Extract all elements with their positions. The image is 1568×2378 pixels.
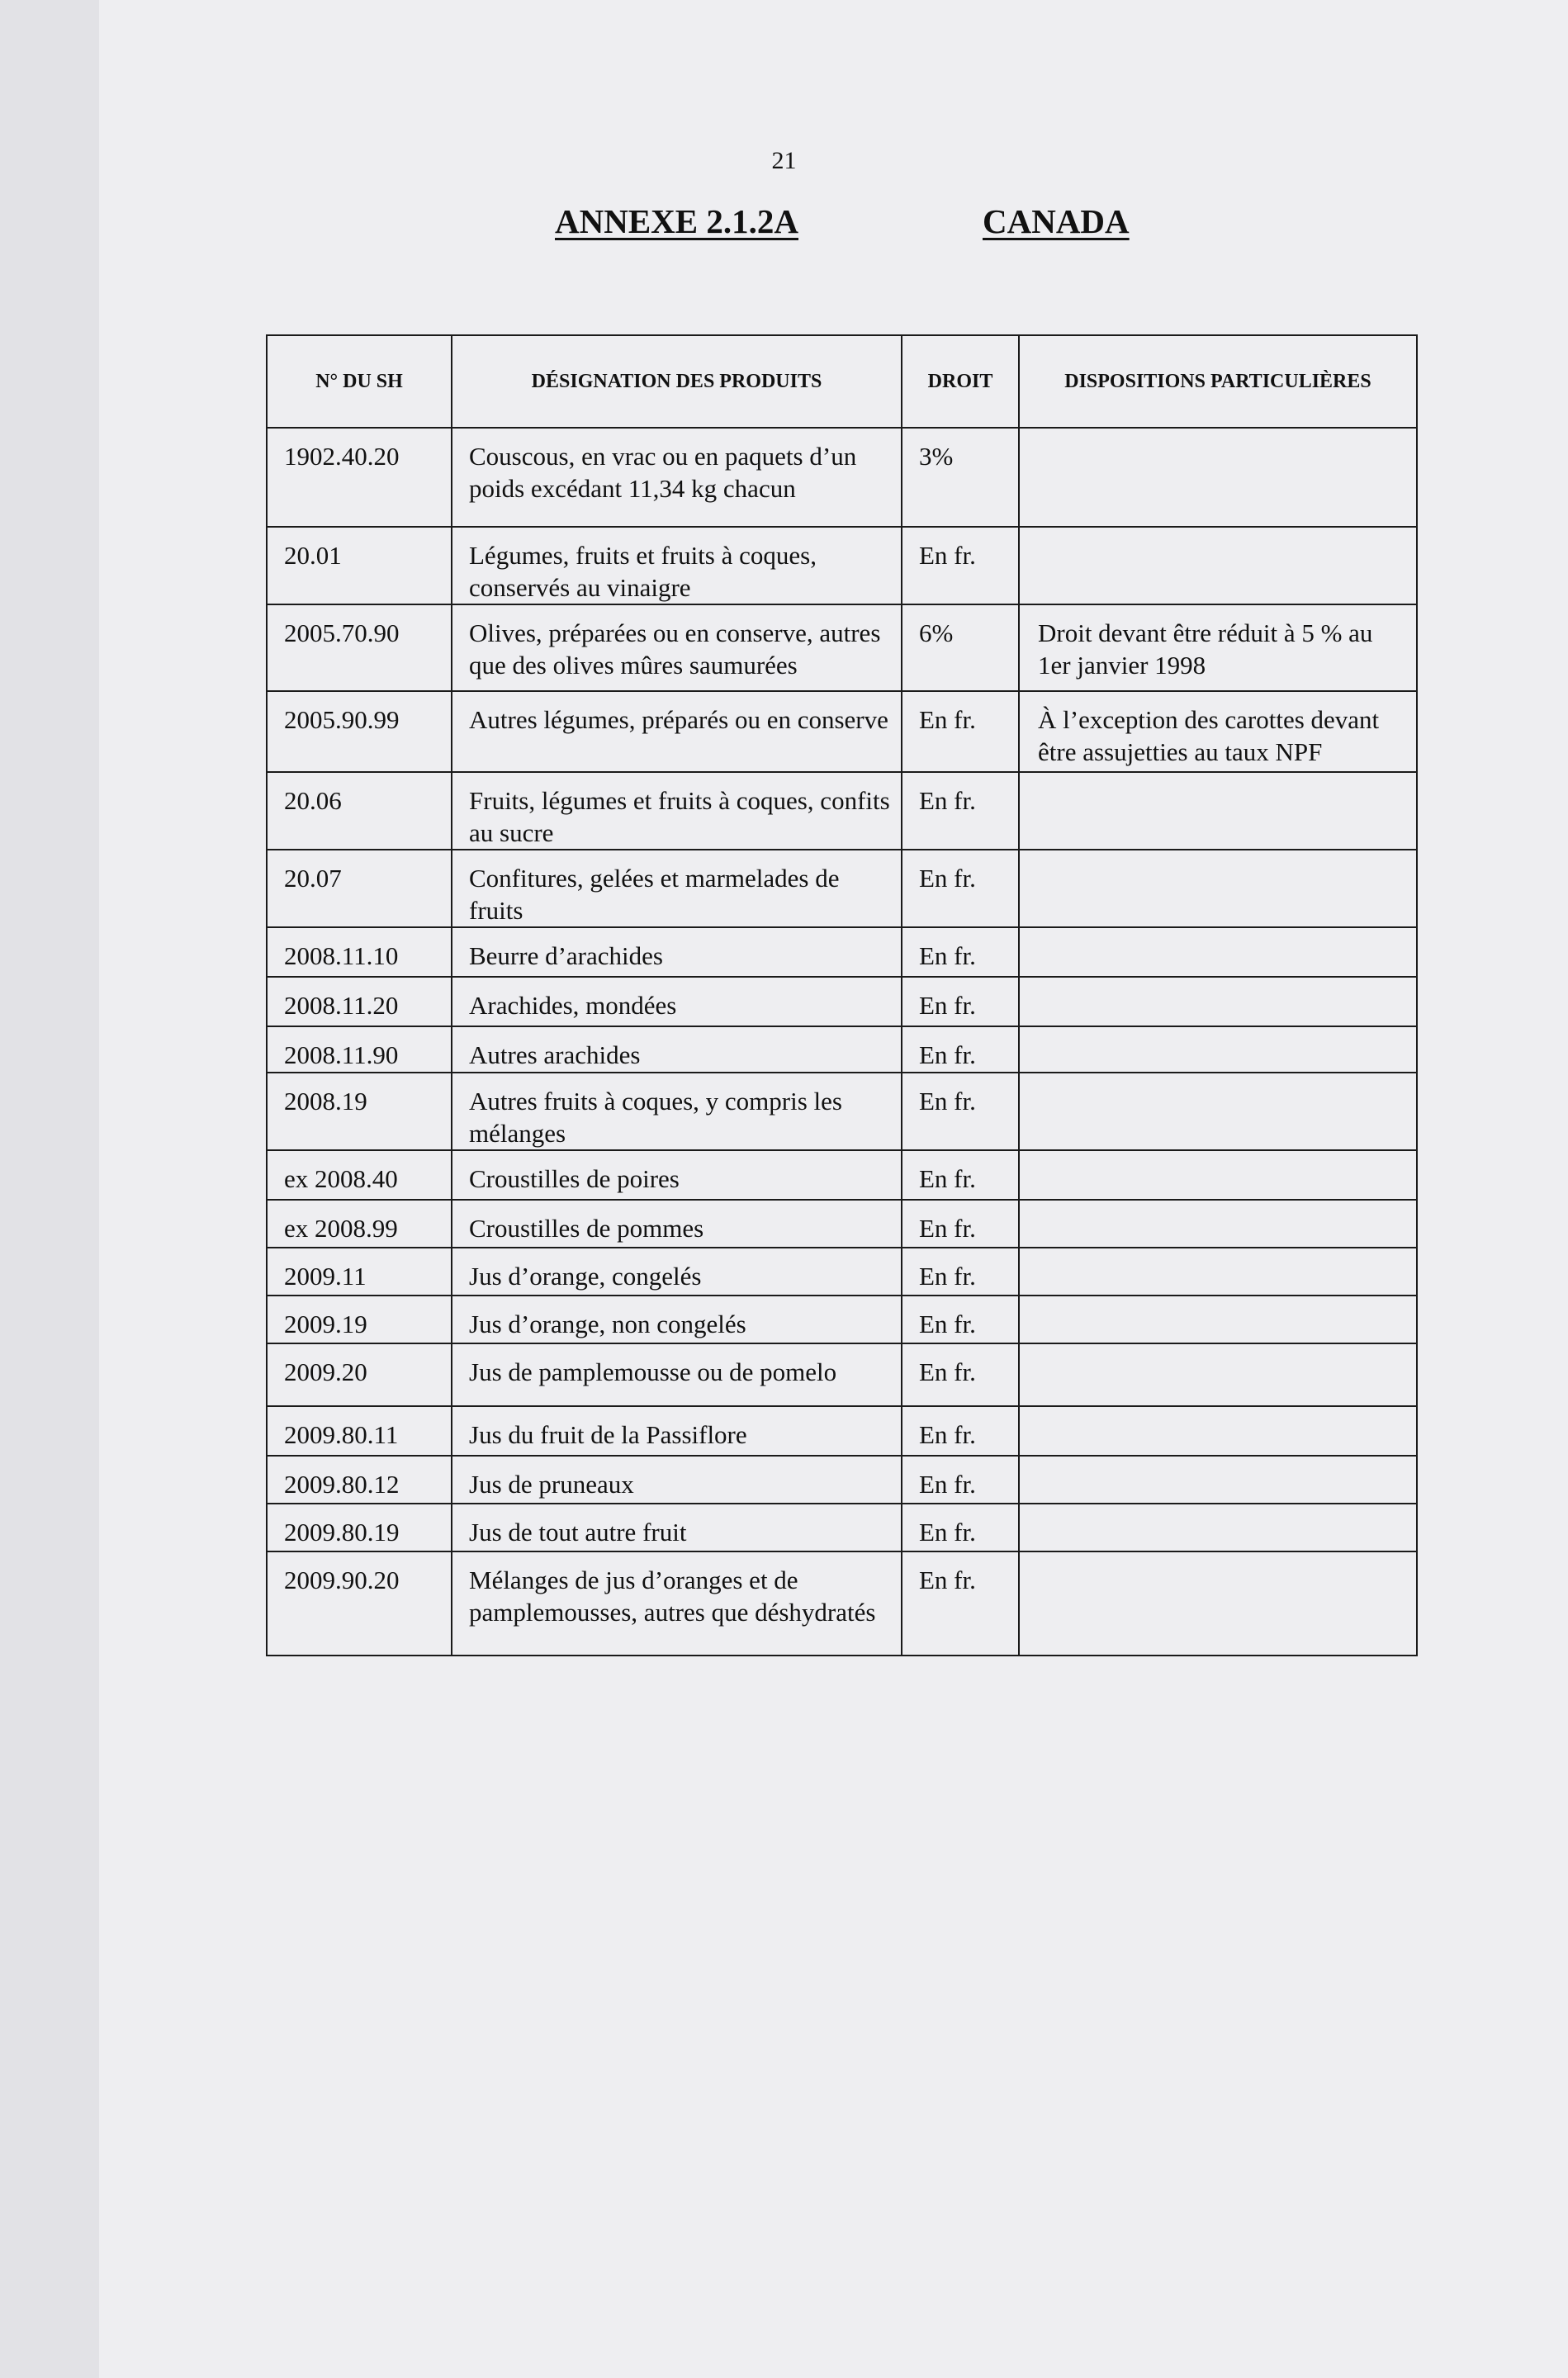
hs-code-cell: 2009.80.12: [267, 1456, 452, 1504]
table-row: [267, 1296, 1417, 1343]
table-row: [267, 527, 1417, 604]
duty-cell: En fr.: [902, 1200, 1019, 1248]
tariff-table: [266, 334, 1418, 1656]
table-row: [267, 977, 1417, 1026]
designation-cell: Jus d’orange, congelés: [452, 1248, 902, 1296]
designation-cell: Jus d’orange, non congelés: [452, 1296, 902, 1343]
table-header-row: [267, 335, 1417, 428]
provisions-cell: [1019, 1406, 1417, 1456]
duty-cell: 3%: [902, 428, 1019, 527]
column-header-designation: DÉSIGNATION DES PRODUITS: [452, 335, 902, 428]
table-row: [267, 927, 1417, 977]
designation-cell: Jus de pruneaux: [452, 1456, 902, 1504]
tariff-table-body: [267, 428, 1417, 1656]
provisions-cell: [1019, 1456, 1417, 1504]
table-row: [267, 1150, 1417, 1200]
hs-code-cell: 2009.11: [267, 1248, 452, 1296]
provisions-cell: [1019, 1026, 1417, 1073]
table-row: [267, 604, 1417, 691]
hs-code-cell: 2009.80.11: [267, 1406, 452, 1456]
hs-code-cell: 2005.90.99: [267, 691, 452, 772]
provisions-cell: [1019, 772, 1417, 850]
duty-cell: En fr.: [902, 977, 1019, 1026]
table-row: [267, 1406, 1417, 1456]
designation-cell: Jus du fruit de la Passiflore: [452, 1406, 902, 1456]
table-row: [267, 1504, 1417, 1551]
provisions-cell: Droit devant être réduit à 5 % au 1er janvier 1998: [1019, 604, 1417, 691]
table-row: [267, 691, 1417, 772]
hs-code-cell: 2008.11.10: [267, 927, 452, 977]
hs-code-cell: 2008.11.20: [267, 977, 452, 1026]
column-header-duty: DROIT: [902, 335, 1019, 428]
duty-cell: 6%: [902, 604, 1019, 691]
duty-cell: En fr.: [902, 927, 1019, 977]
hs-code-cell: ex 2008.99: [267, 1200, 452, 1248]
duty-cell: En fr.: [902, 772, 1019, 850]
duty-cell: En fr.: [902, 1504, 1019, 1551]
provisions-cell: [1019, 1551, 1417, 1656]
designation-cell: Légumes, fruits et fruits à coques, conservés au vinaigre: [452, 527, 902, 604]
duty-cell: En fr.: [902, 527, 1019, 604]
designation-cell: Jus de pamplemousse ou de pomelo: [452, 1343, 902, 1406]
duty-cell: En fr.: [902, 1150, 1019, 1200]
duty-cell: En fr.: [902, 1073, 1019, 1150]
duty-cell: En fr.: [902, 1026, 1019, 1073]
hs-code-cell: 2008.19: [267, 1073, 452, 1150]
designation-cell: Autres fruits à coques, y compris les mélanges: [452, 1073, 902, 1150]
table-row: [267, 1551, 1417, 1656]
table-row: [267, 1248, 1417, 1296]
designation-cell: Croustilles de pommes: [452, 1200, 902, 1248]
designation-cell: Arachides, mondées: [452, 977, 902, 1026]
hs-code-cell: 2005.70.90: [267, 604, 452, 691]
duty-cell: En fr.: [902, 1296, 1019, 1343]
designation-cell: Autres arachides: [452, 1026, 902, 1073]
provisions-cell: [1019, 1248, 1417, 1296]
table-row: [267, 1343, 1417, 1406]
provisions-cell: [1019, 428, 1417, 527]
designation-cell: Olives, préparées ou en conserve, autres que des olives mûres saumurées: [452, 604, 902, 691]
designation-cell: Couscous, en vrac ou en paquets d’un poids excédant 11,34 kg chacun: [452, 428, 902, 527]
provisions-cell: [1019, 1343, 1417, 1406]
country-title: CANADA: [983, 202, 1130, 240]
hs-code-cell: 2009.80.19: [267, 1504, 452, 1551]
provisions-cell: [1019, 1073, 1417, 1150]
page-number: 21: [771, 147, 797, 174]
provisions-cell: [1019, 1200, 1417, 1248]
designation-cell: Autres légumes, préparés ou en conserve: [452, 691, 902, 772]
table-row: [267, 1026, 1417, 1073]
designation-cell: Confitures, gelées et marmelades de fruits: [452, 850, 902, 927]
duty-cell: En fr.: [902, 691, 1019, 772]
column-header-special-provisions: DISPOSITIONS PARTICULIÈRES: [1019, 335, 1417, 428]
hs-code-cell: 20.06: [267, 772, 452, 850]
duty-cell: En fr.: [902, 1248, 1019, 1296]
provisions-cell: [1019, 927, 1417, 977]
table-row: [267, 850, 1417, 927]
hs-code-cell: 20.07: [267, 850, 452, 927]
table-row: [267, 1456, 1417, 1504]
binding-edge: [0, 0, 100, 2378]
duty-cell: En fr.: [902, 1406, 1019, 1456]
provisions-cell: [1019, 1504, 1417, 1551]
duty-cell: En fr.: [902, 850, 1019, 927]
provisions-cell: [1019, 1296, 1417, 1343]
column-header-hs-number: N° DU SH: [267, 335, 452, 428]
duty-cell: En fr.: [902, 1456, 1019, 1504]
provisions-cell: [1019, 527, 1417, 604]
annex-title: ANNEXE 2.1.2A: [555, 202, 798, 240]
hs-code-cell: 2009.20: [267, 1343, 452, 1406]
table-row: [267, 1200, 1417, 1248]
designation-cell: Croustilles de poires: [452, 1150, 902, 1200]
hs-code-cell: ex 2008.40: [267, 1150, 452, 1200]
designation-cell: Beurre d’arachides: [452, 927, 902, 977]
hs-code-cell: 2009.90.20: [267, 1551, 452, 1656]
hs-code-cell: 1902.40.20: [267, 428, 452, 527]
hs-code-cell: 2009.19: [267, 1296, 452, 1343]
provisions-cell: À l’exception des carottes devant être assujetties au taux NPF: [1019, 691, 1417, 772]
duty-cell: En fr.: [902, 1343, 1019, 1406]
provisions-cell: [1019, 1150, 1417, 1200]
table-row: [267, 428, 1417, 527]
designation-cell: Mélanges de jus d’oranges et de pamplemousses, autres que déshydratés: [452, 1551, 902, 1656]
designation-cell: Jus de tout autre fruit: [452, 1504, 902, 1551]
hs-code-cell: 20.01: [267, 527, 452, 604]
table-row: [267, 772, 1417, 850]
hs-code-cell: 2008.11.90: [267, 1026, 452, 1073]
provisions-cell: [1019, 850, 1417, 927]
designation-cell: Fruits, légumes et fruits à coques, confits au sucre: [452, 772, 902, 850]
duty-cell: En fr.: [902, 1551, 1019, 1656]
table-row: [267, 1073, 1417, 1150]
provisions-cell: [1019, 977, 1417, 1026]
